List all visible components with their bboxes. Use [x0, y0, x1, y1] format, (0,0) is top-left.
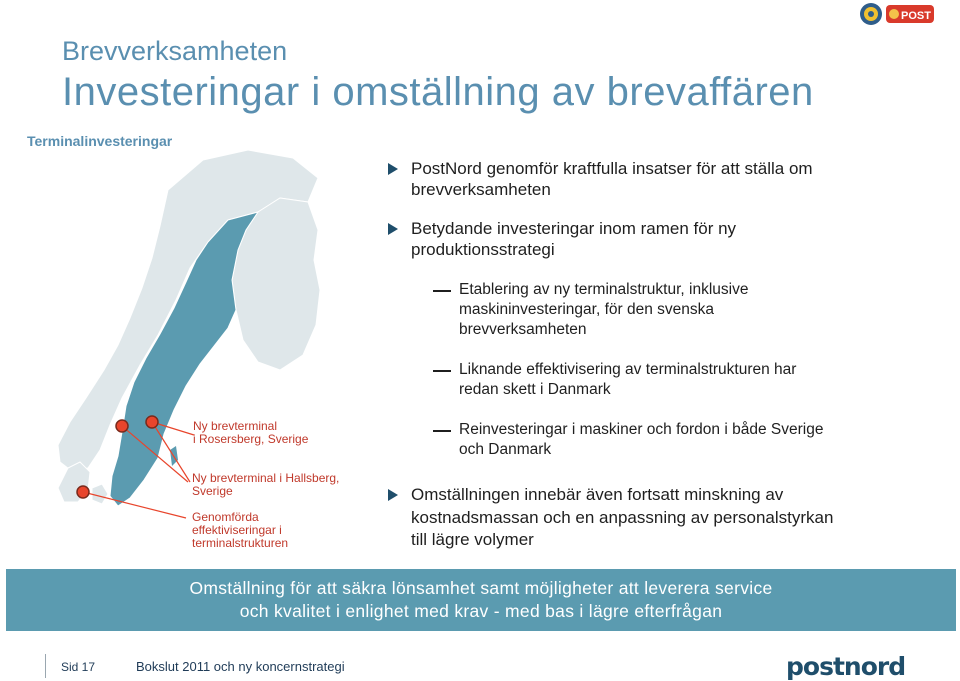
postnord-logo: postnord: [786, 652, 906, 681]
bullet-item: Betydande investeringar inom ramen för ny produktionsstrategi: [388, 218, 928, 260]
slide-kicker: Brevverksamheten: [62, 36, 288, 66]
bullet-item: Omställningen innebär även fortsatt minskning av kostnadsmassan och en anpassning av personalstyrkan till lägre volymer: [388, 484, 928, 552]
page-number: Sid 17: [61, 660, 96, 674]
footer-text: Bokslut 2011 och ny koncernstrategi: [136, 659, 345, 674]
banner-line-2: och kvalitet i enlighet med krav - med bas i lägre efterfrågan: [239, 601, 723, 621]
map-note-genomforda: Genomförda effektiviseringar i terminalstrukturen: [192, 510, 289, 550]
footer-divider: [45, 654, 46, 678]
denmark-islands: [92, 484, 108, 504]
conclusion-banner: [6, 569, 956, 631]
bullet-item: PostNord genomför kraftfulla insatser för att ställa om brevverksamheten: [388, 158, 928, 200]
sub-bullet-item: Reinvesteringar i maskiner och fordon i både Sverige och Danmark: [433, 420, 903, 460]
hallsberg-marker: [116, 420, 128, 432]
map-note-hallsberg: Ny brevterminal i Hallsberg, Sverige: [192, 471, 340, 498]
dash-bullet-icon: [433, 370, 451, 372]
post-logo: [886, 4, 934, 24]
crest-icon: [858, 2, 884, 26]
denmark-connector: [83, 492, 186, 518]
nordic-map: [18, 150, 368, 570]
sub-bullet-item: Liknande effektivisering av terminalstrukturen har redan skett i Danmark: [433, 360, 903, 400]
rosersberg-marker: [146, 416, 158, 428]
denmark-marker: [77, 486, 89, 498]
slide-title: Investeringar i omställning av brevaffären: [62, 70, 814, 114]
banner-line-1: Omställning för att säkra lönsamhet samt möjligheter att leverera service: [189, 578, 773, 598]
triangle-bullet-icon: [388, 163, 398, 175]
dash-bullet-icon: [433, 430, 451, 432]
section-label: Terminalinvesteringar: [27, 133, 173, 149]
triangle-bullet-icon: [388, 223, 398, 235]
triangle-bullet-icon: [388, 489, 398, 501]
map-note-rosersberg: Ny brevterminal i Rosersberg, Sverige: [193, 419, 309, 446]
sub-bullet-item: Etablering av ny terminalstruktur, inklusive maskininvesteringar, för den svenska brevverksamheten: [433, 280, 903, 340]
post-logo-text: POST: [901, 10, 931, 22]
dash-bullet-icon: [433, 290, 451, 292]
